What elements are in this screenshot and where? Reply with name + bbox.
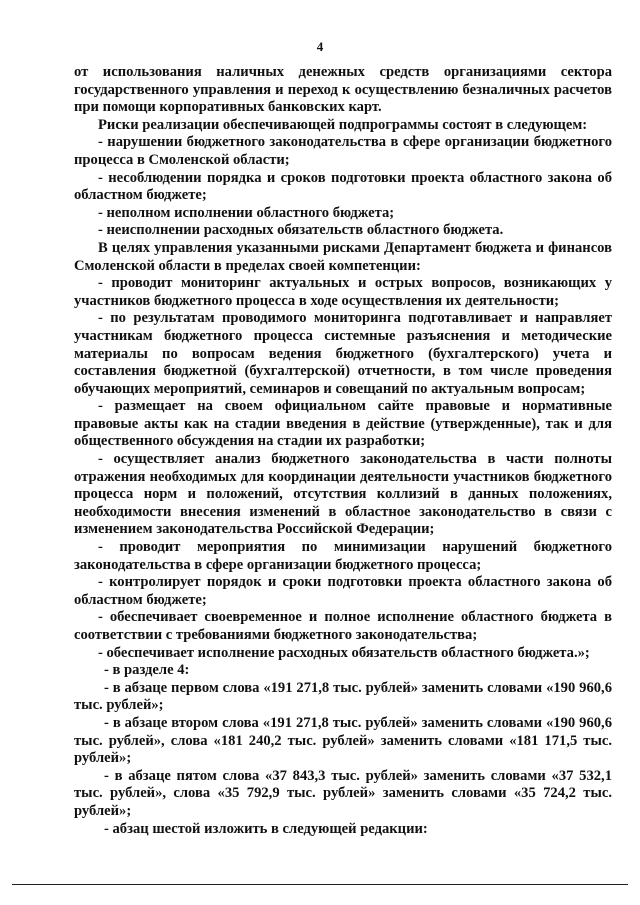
paragraph-amendment: - абзац шестой изложить в следующей редакции: xyxy=(104,820,428,837)
paragraph-section-heading: - в разделе 4: xyxy=(104,662,190,679)
paragraph-measure-item: - обеспечивает своевременное и полное исполнение областного бюджета в соответствии с требованиями бюджетного законодательства; xyxy=(74,609,612,643)
paragraph-measure-item: - по результатам проводимого мониторинга подготавливает и направляет участникам бюджетного процесса системные разъяснения и методические материалы по вопросам ведения бюджетного (бухгалтерского) учета и составления бюджетной (бухгалтерской) отчетности, в том числе проведения обучающих мероприятий, семинаров и совещаний по актуальным вопросам; xyxy=(74,310,612,397)
paragraph-measure-item: - обеспечивает исполнение расходных обязательств областного бюджета.»; xyxy=(98,644,590,661)
paragraph-risk-item: - неполном исполнении областного бюджета; xyxy=(98,204,395,221)
paragraph-measure-item: - осуществляет анализ бюджетного законодательства в части полноты отражения необходимых для координации деятельности участников бюджетного процесса норм и положений, отсутствия коллизий в данных положениях, необходимости внесения изменений в областное законодательство в связи с изменением законодательства Российской Федерации; xyxy=(74,451,612,538)
paragraph-amendment: - в абзаце пятом слова «37 843,3 тыс. рублей» заменить словами «37 532,1 тыс. рублей», слова «35 792,9 тыс. рублей» заменить словами «35 724,2 тыс. рублей»; xyxy=(74,767,612,819)
page-number: 4 xyxy=(316,39,324,54)
paragraph-risks-intro: Риски реализации обеспечивающей подпрограммы состоят в следующем: xyxy=(98,116,588,133)
paragraph-management-intro: В целях управления указанными рисками Департамент бюджета и финансов Смоленской области в пределах своей компетенции: xyxy=(74,239,612,274)
paragraph-amendment: - в абзаце втором слова «191 271,8 тыс. рублей» заменить словами «190 960,6 тыс. рублей», слова «181 240,2 тыс. рублей» заменить словами «181 171,5 тыс. рублей»; xyxy=(74,714,612,767)
paragraph-measure-item: - проводит мониторинг актуальных и острых вопросов, возникающих у участников бюджетного процесса в ходе осуществления их деятельности; xyxy=(74,275,612,309)
paragraph-risk-item: - неисполнении расходных обязательств областного бюджета. xyxy=(98,222,504,239)
footer-divider xyxy=(12,884,628,885)
paragraph-risk-item: - несоблюдении порядка и сроков подготовки проекта областного закона об областном бюджете; xyxy=(74,169,612,204)
paragraph-measure-item: - контролирует порядок и сроки подготовки проекта областного закона об областном бюджете; xyxy=(74,574,612,608)
paragraph-measure-item: - размещает на своем официальном сайте правовые и нормативные правовые акты как на стадии введения в действие (утвержденные), так и для общественного обсуждения на стадии их разработки; xyxy=(74,398,612,450)
paragraph-measure-item: - проводит мероприятия по минимизации нарушений бюджетного законодательства в сфере организации бюджетного процесса; xyxy=(74,539,612,573)
paragraph-risk-item: - нарушении бюджетного законодательства в сфере организации бюджетного процесса в Смоленской области; xyxy=(74,134,612,168)
paragraph-amendment: - в абзаце первом слова «191 271,8 тыс. рублей» заменить словами «190 960,6 тыс. рублей»; xyxy=(74,679,612,714)
document-body xyxy=(74,64,612,838)
paragraph-continuation: от использования наличных денежных средств организациями сектора государственного управления и переход к осуществлению безналичных расчетов при помощи корпоративных банковских карт. xyxy=(74,64,612,116)
